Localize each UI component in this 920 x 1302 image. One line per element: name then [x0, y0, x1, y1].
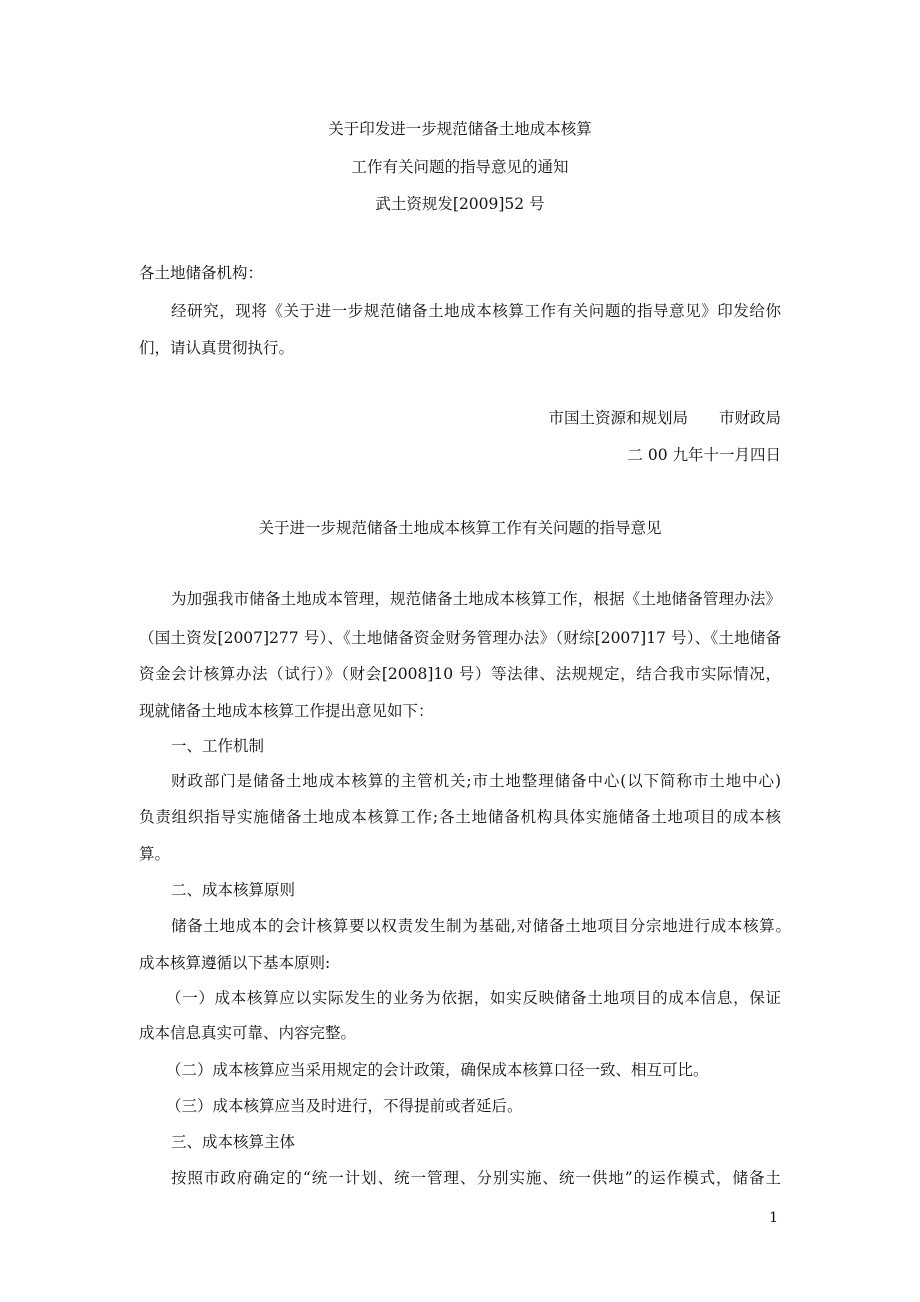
- issue-date: 二 00 九年十一月四日: [627, 446, 781, 464]
- section-3-line-1: 按照市政府确定的“统一计划、统一管理、分别实施、统一供地”的运作模式，储备土: [171, 1169, 781, 1187]
- notice-body-line-1: 经研究，现将《关于进一步规范储备土地成本核算工作有关问题的指导意见》印发给你: [171, 302, 781, 320]
- section-2-line-1: 储备土地成本的会计核算要以权责发生制为基础,对储备土地项目分宗地进行成本核算。: [171, 917, 791, 935]
- section-3-heading: 三、成本核算主体: [171, 1133, 296, 1151]
- intro-line-4: 现就储备土地成本核算工作提出意见如下：: [139, 702, 434, 720]
- document-number: 武土资规发[2009]52 号: [375, 195, 545, 213]
- section-2-line-2: 成本核算遵循以下基本原则:: [139, 954, 331, 972]
- notice-title-line-1: 关于印发进一步规范储备土地成本核算: [328, 120, 592, 138]
- principle-2: （二）成本核算应当采用规定的会计政策，确保成本核算口径一致、相互可比。: [166, 1061, 709, 1079]
- intro-line-3: 资金会计核算办法（试行）》（财会[2008]10 号）等法律、法规规定，结合我市实际情况，: [139, 665, 781, 683]
- issuing-authorities: 市国土资源和规划局 市财政局: [548, 409, 781, 427]
- principle-1-line-2: 成本信息真实可靠、内容完整。: [139, 1024, 357, 1042]
- intro-line-1: 为加强我市储备土地成本管理，规范储备土地成本核算工作，根据《土地储备管理办法》: [171, 590, 781, 608]
- section-1-line-3: 算。: [139, 845, 171, 863]
- notice-body-line-2: 们，请认真贯彻执行。: [139, 339, 295, 357]
- opinion-title: 关于进一步规范储备土地成本核算工作有关问题的指导意见: [258, 519, 662, 537]
- principle-1-line-1: （一）成本核算应以实际发生的业务为依据，如实反映储备土地项目的成本信息，保证: [166, 989, 781, 1007]
- salutation: 各土地储备机构：: [139, 264, 264, 282]
- notice-title-line-2: 工作有关问题的指导意见的通知: [351, 158, 569, 176]
- section-1-heading: 一、工作机制: [171, 737, 265, 755]
- principle-3: （三）成本核算应当及时进行，不得提前或者延后。: [166, 1097, 523, 1115]
- intro-line-2: （国土资发[2007]277 号）、《土地储备资金财务管理办法》（财综[2007]17 号）、《土地储备: [139, 629, 781, 647]
- section-1-line-2: 负责组织指导实施储备土地成本核算工作;各土地储备机构具体实施储备土地项目的成本核: [139, 808, 781, 826]
- section-2-heading: 二、成本核算原则: [171, 881, 296, 899]
- page-number: 1: [769, 1210, 778, 1226]
- section-1-line-1: 财政部门是储备土地成本核算的主管机关;市土地整理储备中心(以下简称市土地中心): [171, 772, 781, 790]
